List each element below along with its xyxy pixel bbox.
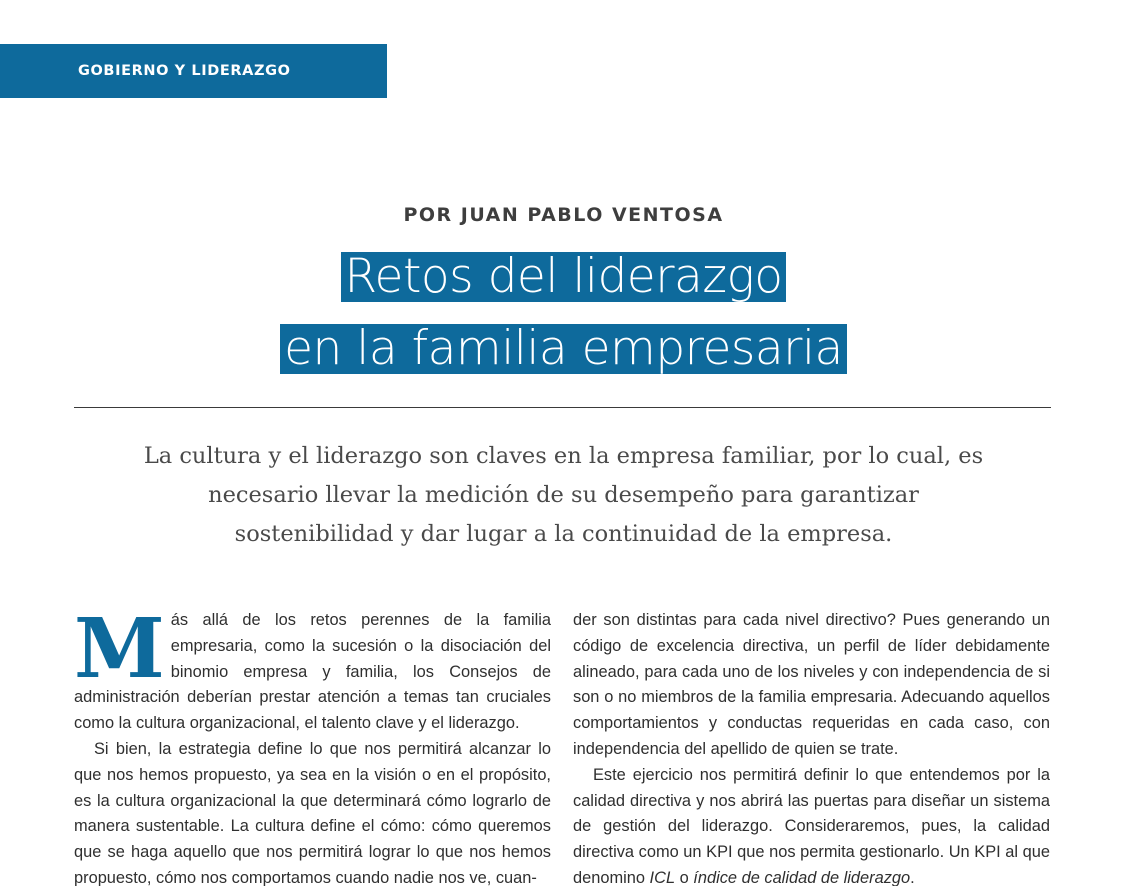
icl-term: ICL bbox=[649, 868, 676, 886]
section-tag bbox=[0, 44, 387, 98]
section-tag-label: GOBIERNO Y LIDERAZGO bbox=[78, 63, 291, 79]
article-title-line-2: en la familia empresaria bbox=[280, 324, 847, 374]
title-divider bbox=[74, 407, 1051, 408]
body-paragraph-4-end: . bbox=[910, 868, 915, 886]
body-paragraph-3: der son distintas para cada nivel directivo? Pues generando un código de excelencia directiva, un perfil de líder debidamente alineado, para cada uno de los niveles y con independencia de si son o no miembros de la familia empresaria. Adecuando aquellos comportamientos y conductas requeridas en cada caso, con independencia del apellido de quien se trate. bbox=[573, 611, 1050, 758]
body-column-left bbox=[74, 601, 551, 886]
body-paragraph-4-text: Este ejercicio nos permitirá definir lo que entendemos por la calidad directiva y nos abrirá las puertas para diseñar un sistema de gestión del liderazgo. Consideraremos, pues, la calidad directiva como un KPI que nos permita gestionarlo. Un KPI al que denomino bbox=[573, 765, 1050, 886]
author-byline: POR JUAN PABLO VENTOSA bbox=[403, 204, 724, 226]
body-paragraph-4-connector: o bbox=[675, 868, 694, 886]
article-title bbox=[0, 249, 1127, 376]
article-lede: La cultura y el liderazgo son claves en la empresa familiar, por lo cual, es necesario llevar la medición de su desempeño para garantizar sostenibilidad y dar lugar a la continuidad de la empresa. bbox=[143, 443, 984, 547]
body-paragraph-2: Si bien, la estrategia define lo que nos permitirá alcanzar lo que nos hemos propuesto, ya sea en la visión o en el propósito, es la cultura organizacional la que determinará cómo lograrlo de manera sustentable. La cultura define el cómo: cómo queremos que se haga aquello que nos permitirá lograr lo que nos hemos propuesto, cómo nos comportamos cuando nadie nos ve, cuan- bbox=[74, 739, 551, 886]
body-column-right bbox=[573, 608, 1050, 886]
body-paragraph-4 bbox=[573, 763, 1050, 886]
body-paragraph-1 bbox=[74, 601, 551, 737]
article-title-line-1: Retos del liderazgo bbox=[341, 252, 787, 302]
body-paragraph-1-text: ás allá de los retos perennes de la familia empresaria, como la sucesión o la disociación del binomio empresa y familia, los Consejos de administración deberían prestar atención a temas tan cruciales como la cultura organizacional, el talento clave y el liderazgo. bbox=[74, 611, 551, 733]
drop-cap: M bbox=[74, 601, 165, 697]
leadership-quality-index-term: índice de calidad de liderazgo bbox=[693, 868, 911, 886]
